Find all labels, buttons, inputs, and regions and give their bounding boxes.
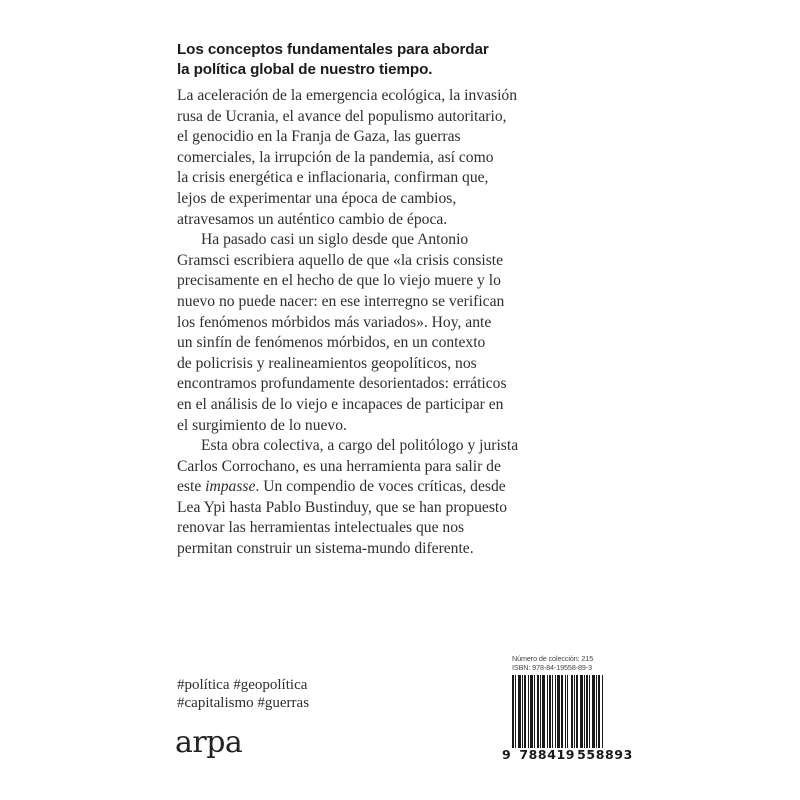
- text-line: Gramsci escribiera aquello de que «la crisis consiste: [177, 251, 504, 269]
- text-line: [177, 477, 637, 498]
- synopsis: [177, 86, 637, 560]
- barcode-bar: [555, 675, 556, 753]
- barcode-bar: [547, 675, 548, 753]
- barcode-bar: [557, 675, 560, 753]
- text-line: La aceleración de la emergencia ecológica, la invasión: [177, 87, 517, 104]
- text-line: Carlos Corrochano, es una herramienta para salir de: [177, 457, 501, 475]
- barcode-bar: [576, 675, 578, 753]
- barcode-bar: [534, 675, 535, 753]
- barcode-bar: [537, 675, 539, 753]
- barcode-bar: [580, 675, 583, 753]
- paragraph-3: [177, 436, 637, 560]
- text-line: un sinfín de fenómenos mórbidos, en un contexto: [177, 334, 486, 352]
- text-line: rusa de Ucrania, el avance del populismo autoritario,: [177, 107, 507, 125]
- barcode-block: [502, 654, 633, 762]
- barcode-digits-group-1: 788419: [519, 747, 576, 762]
- barcode-bar: [571, 675, 573, 753]
- paragraph-1: [177, 86, 637, 230]
- barcode-bar: [530, 675, 533, 753]
- barcode-bar: [574, 675, 575, 753]
- barcode-bar: [515, 675, 516, 753]
- barcode-bar: [542, 675, 545, 753]
- barcode-digit-first: 9: [502, 747, 512, 762]
- barcode-bar: [522, 675, 523, 753]
- heading-line-1: Los conceptos fundamentales para abordar: [177, 41, 489, 58]
- text-line: de policrisis y realineamientos geopolíticos, nos: [177, 354, 477, 372]
- text-span: este: [177, 478, 206, 496]
- text-line: lejos de experimentar una época de cambios,: [177, 189, 457, 207]
- barcode-bar: [586, 675, 588, 753]
- barcode-bar: [540, 675, 541, 753]
- barcode-bar: [596, 675, 597, 753]
- text-line: nuevo no puede nacer: en ese interregno se verifican: [177, 292, 505, 310]
- barcode-bar: [512, 675, 514, 753]
- text-line: comerciales, la irrupción de la pandemia, así como: [177, 148, 494, 166]
- text-line: renovar las herramientas intelectuales que nos: [177, 519, 465, 537]
- heading-line-2: la política global de nuestro tiempo.: [177, 61, 433, 78]
- text-line: la crisis energética e inflacionaria, confirman que,: [177, 169, 489, 187]
- text-line: atravesamos un auténtico cambio de época.: [177, 210, 448, 228]
- text-line: precisamente en el hecho de que lo viejo muere y lo: [177, 272, 501, 290]
- barcode-bar: [528, 675, 529, 753]
- text-line: el genocidio en la Franja de Gaza, las guerras: [177, 128, 461, 146]
- italic-term: impasse: [205, 478, 256, 496]
- barcode-digits-group-2: 558893: [577, 747, 633, 762]
- text-line: Esta obra colectiva, a cargo del politólogo y jurista: [201, 437, 519, 455]
- text-span: . Un compendio de voces críticas, desde: [255, 478, 506, 496]
- barcode-bar: [565, 675, 566, 753]
- barcode-bar: [561, 675, 563, 753]
- publisher-logo: arpa: [175, 725, 243, 760]
- text-line: los fenómenos mórbidos más variados». Hoy, ante: [177, 313, 492, 331]
- collection-number: Número de colección: 215: [512, 654, 594, 663]
- text-line: en el análisis de lo viejo e incapaces de participar en: [177, 395, 504, 413]
- isbn-text: ISBN: 978-84-19558-89-3: [512, 663, 593, 672]
- barcode-bar: [567, 675, 568, 753]
- barcode-bar: [598, 675, 600, 753]
- barcode-digits: [502, 748, 635, 762]
- text-line: Lea Ypi hasta Pablo Bustinduy, que se han propuesto: [177, 498, 508, 516]
- barcode-bar: [549, 675, 551, 753]
- barcode-bar: [584, 675, 585, 753]
- hashtags-line-2: #capitalismo #guerras: [177, 695, 310, 711]
- barcode-bar: [518, 675, 521, 753]
- text-line: encontramos profundamente desorientados: erráticos: [177, 375, 507, 393]
- barcode-bar: [552, 675, 553, 753]
- barcode-bar: [592, 675, 595, 753]
- barcode-bar: [589, 675, 590, 753]
- paragraph-2: [177, 230, 637, 436]
- hashtags: [177, 676, 309, 712]
- text-line: Ha pasado casi un siglo desde que Antonio: [201, 231, 469, 249]
- back-cover-heading: [177, 40, 617, 80]
- hashtags-line-1: #política #geopolítica: [177, 677, 308, 693]
- barcode-bar: [524, 675, 526, 753]
- barcode-bar: [602, 675, 603, 753]
- text-line: el surgimiento de lo nuevo.: [177, 416, 347, 434]
- text-line: permitan construir un sistema-mundo diferente.: [177, 540, 474, 558]
- barcode-bars: [512, 675, 632, 753]
